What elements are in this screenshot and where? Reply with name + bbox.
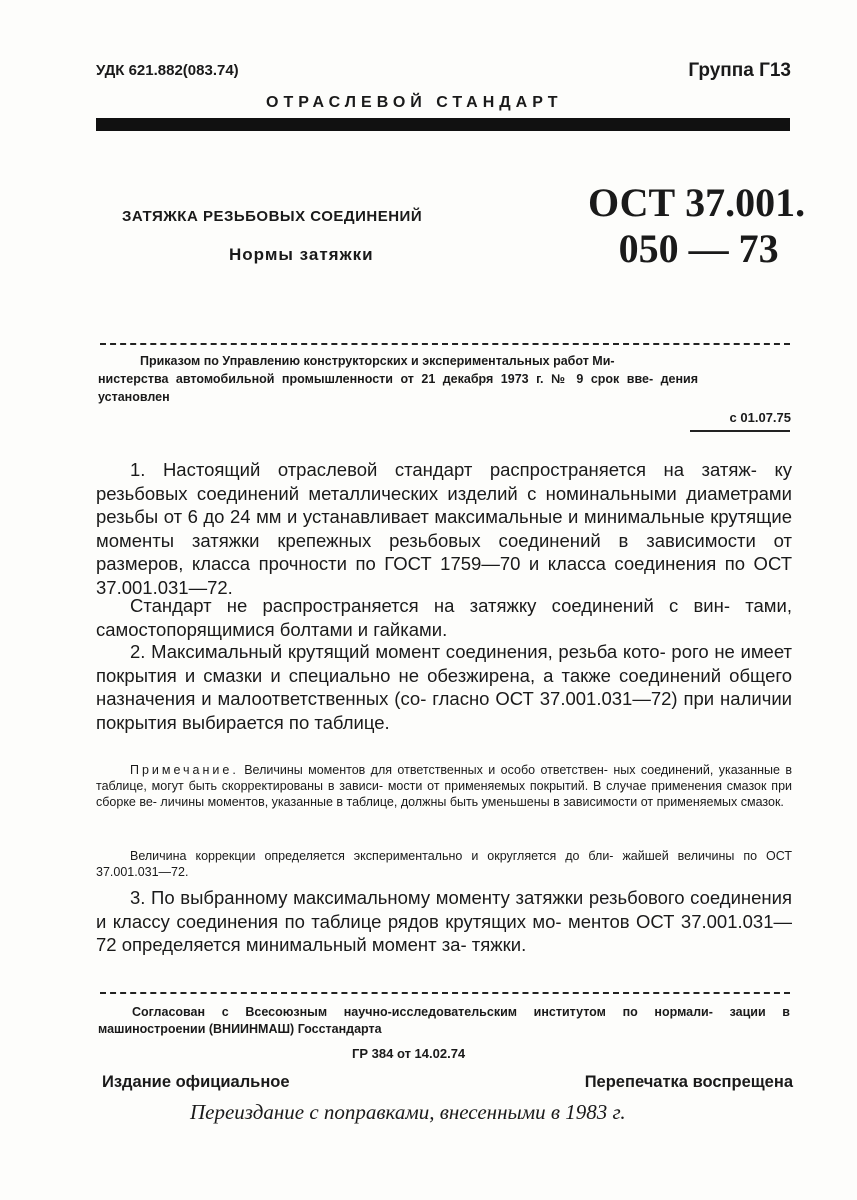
order-text [98, 352, 790, 406]
reprint-prohibited: Перепечатка воспрещена [584, 1073, 793, 1091]
paragraph-4 [96, 886, 792, 957]
ost-code-line2: 050 — 73 [618, 226, 779, 271]
header-rule [96, 118, 790, 131]
reissue-note: Переиздание с поправками, внесенными в 1983 г. [190, 1100, 626, 1124]
paragraph-2-text: Стандарт не распространяется на затяжку соединений с вин- тами, самостопорящимися болтами и гайками. [96, 595, 792, 640]
ost-code-line1: ОСТ 37.001. [588, 180, 806, 225]
document-title: ЗАТЯЖКА РЕЗЬБОВЫХ СОЕДИНЕНИЙ [122, 208, 423, 225]
agreement-note [98, 1004, 790, 1038]
official-edition: Издание официальное [102, 1073, 290, 1091]
paragraph-3-text: 2. Максимальный крутящий момент соединения, резьба кото- рого не имеет покрытия и смазки и специально не обезжирена, а также соединений общего назначения и малоответственных (со- гласно ОСТ 37.001.031—72) при наличии покрытия выбирается по таблице. [96, 641, 792, 733]
udk-code: УДК 621.882(083.74) [96, 62, 239, 79]
paragraph-3 [96, 640, 792, 734]
order-line1: Приказом по Управлению конструкторских и экспериментальных работ Ми- [140, 354, 615, 368]
note-1 [96, 762, 792, 810]
paragraph-1-text: 1. Настоящий отраслевой стандарт распространяется на затяж- ку резьбовых соединений металлических изделий с номинальными диаметрами резьбы от 6 до 24 мм и устанавливает максимальные и минимальные крутящие моменты затяжки крепежных резьбовых соединений в зависимости от размеров, класса прочности по ГОСТ 1759—70 и класса соединения по ОСТ 37.001.031—72. [96, 459, 792, 598]
note-2 [96, 848, 792, 880]
agreement-text: Согласован с Всесоюзным научно-исследовательским институтом по нормали- зации в машиностроении (ВНИИНМАШ) Госстандарта [98, 1005, 790, 1036]
effective-date: с 01.07.75 [729, 410, 791, 425]
order-top-rule [100, 343, 790, 345]
group-code: Группа Г13 [688, 60, 791, 81]
note-1-text: Величины моментов для ответственных и особо ответствен- ных соединений, указанные в таблице, могут быть скорректированы в зависи- мости от применяемых покрытий. В случае применения смазок при сборке ве- личины моментов, указанные в таблице, должны быть уменьшены в зависимости от применяемых смазок. [96, 763, 792, 809]
order-rest: нистерства автомобильной промышленности от 21 декабря 1973 г. № 9 срок вве- дения установлен [98, 372, 698, 404]
footer-top-rule [100, 992, 790, 994]
document-subtitle: Нормы затяжки [229, 245, 374, 264]
paragraph-1 [96, 458, 792, 599]
note-label: Примечание. [130, 763, 239, 777]
ost-code [588, 180, 805, 272]
effective-date-rule [690, 430, 790, 432]
note-2-text: Величина коррекции определяется экспериментально и округляется до бли- жайшей величины по ОСТ 37.001.031—72. [96, 849, 792, 879]
standard-type: ОТРАСЛЕВОЙ СТАНДАРТ [266, 94, 563, 111]
paragraph-4-text: 3. По выбранному максимальному моменту затяжки резьбового соединения и классу соединения по таблице рядов крутящих мо- ментов ОСТ 37.001.031—72 определяется минимальный момент за- тяжки. [96, 887, 792, 955]
registration-number: ГР 384 от 14.02.74 [352, 1046, 466, 1061]
paragraph-2 [96, 594, 792, 641]
